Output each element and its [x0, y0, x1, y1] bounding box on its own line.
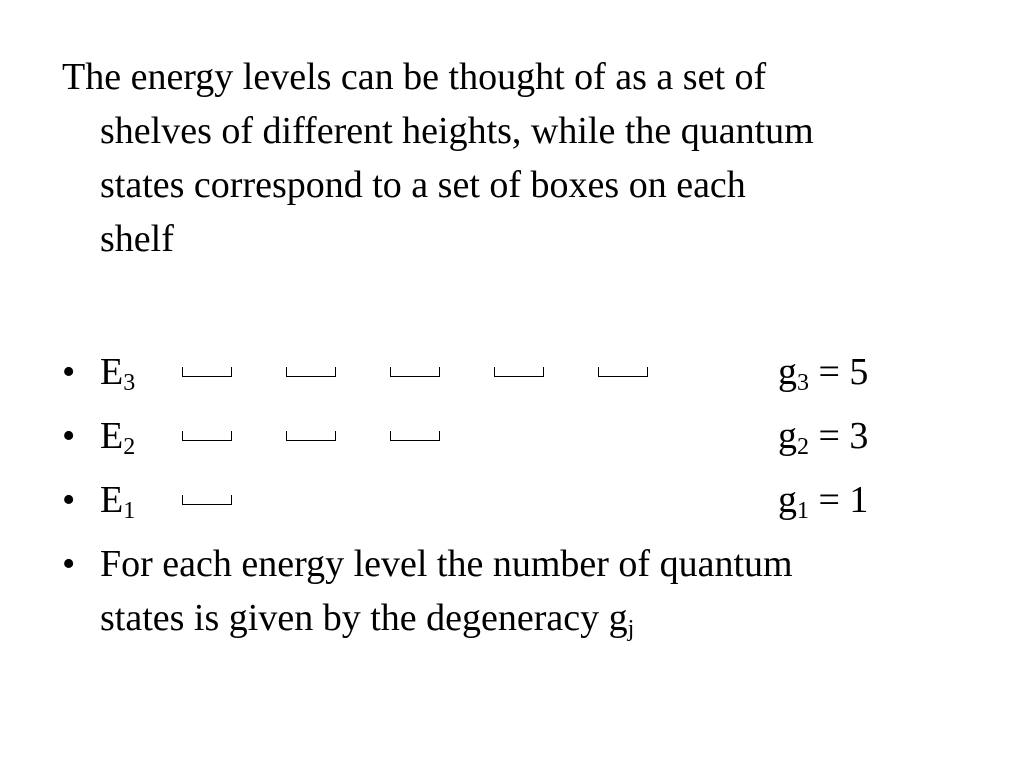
bullet-dot: •: [62, 479, 76, 521]
degeneracy-bullet: [62, 537, 982, 642]
quantum-state-box: [390, 367, 440, 377]
intro-line-1: The energy levels can be thought of as a set of: [62, 56, 767, 98]
bullet-dot: •: [62, 543, 76, 585]
quantum-state-box: [494, 367, 544, 377]
intro-line-3: states correspond to a set of boxes on each: [100, 164, 746, 206]
intro-line-2: shelves of different heights, while the quantum: [100, 110, 814, 152]
quantum-state-box: [182, 431, 232, 441]
quantum-state-box: [286, 367, 336, 377]
degeneracy-text: [100, 537, 960, 645]
energy-level-row-e3: [62, 345, 982, 399]
quantum-state-box: [182, 367, 232, 377]
energy-level-label: $E_2$: [100, 415, 136, 460]
degeneracy-label: $g_1 = 1$: [778, 479, 869, 524]
quantum-state-box: [598, 367, 648, 377]
quantum-state-box: [390, 431, 440, 441]
energy-level-label: $E_3$: [100, 351, 136, 396]
bullet-list: [62, 345, 982, 642]
energy-level-label: $E_1$: [100, 479, 136, 524]
intro-line-4: shelf: [100, 218, 174, 260]
bullet-dot: •: [62, 415, 76, 457]
energy-level-row-e2: [62, 409, 982, 463]
intro-paragraph: [62, 50, 982, 266]
degeneracy-text-line-2: states is given by the degeneracy $g_j$: [100, 597, 635, 642]
bullet-dot: •: [62, 351, 76, 393]
quantum-state-box: [286, 431, 336, 441]
energy-level-row-e1: [62, 473, 982, 527]
degeneracy-label: $g_3 = 5$: [778, 351, 869, 396]
quantum-state-box: [182, 495, 232, 505]
degeneracy-text-line-1: For each energy level the number of quantum: [100, 543, 793, 585]
degeneracy-label: $g_2 = 3$: [778, 415, 869, 460]
